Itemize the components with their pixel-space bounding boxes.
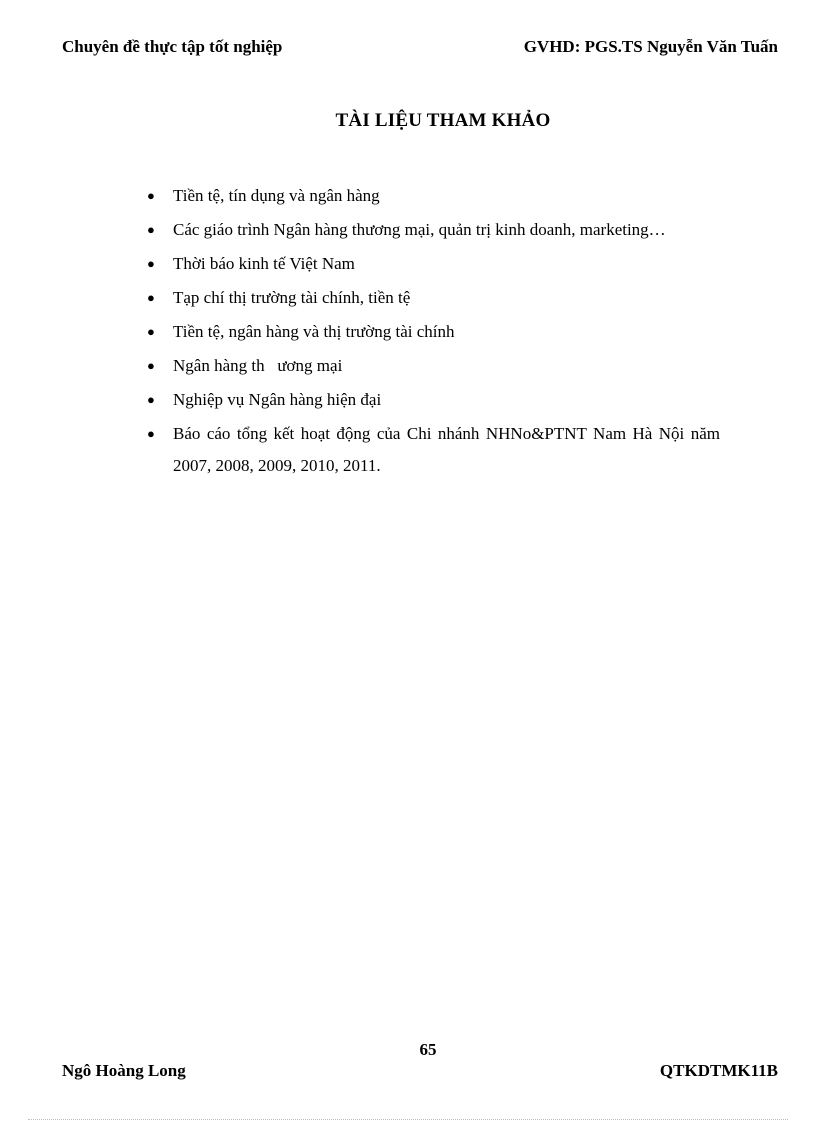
bullet-icon: ● bbox=[147, 290, 155, 305]
reference-text: Các giáo trình Ngân hàng thương mại, quản trị kinh doanh, marketing… bbox=[173, 220, 666, 239]
reference-item bbox=[145, 350, 720, 382]
reference-item bbox=[145, 180, 720, 212]
page-number: 65 bbox=[419, 1040, 437, 1059]
reference-list bbox=[145, 180, 720, 484]
bullet-icon: ● bbox=[147, 426, 155, 441]
page-title: TÀI LIỆU THAM KHẢO bbox=[335, 110, 551, 131]
footer-divider bbox=[28, 1119, 788, 1120]
reference-text: Thời báo kinh tế Việt Nam bbox=[173, 254, 355, 273]
reference-text: Nghiệp vụ Ngân hàng hiện đại bbox=[173, 390, 382, 409]
reference-text: Tiền tệ, tín dụng và ngân hàng bbox=[173, 186, 380, 205]
bullet-icon: ● bbox=[147, 188, 155, 203]
reference-item bbox=[145, 316, 720, 348]
bullet-icon: ● bbox=[147, 358, 155, 373]
bullet-icon: ● bbox=[147, 392, 155, 407]
bullet-icon: ● bbox=[147, 324, 155, 339]
reference-item bbox=[145, 384, 720, 416]
reference-text: Tiền tệ, ngân hàng và thị trường tài chính bbox=[173, 322, 455, 341]
header-document-type: Chuyên đề thực tập tốt nghiệp bbox=[62, 37, 283, 56]
reference-item bbox=[145, 214, 720, 246]
reference-text: Tạp chí thị trường tài chính, tiền tệ bbox=[173, 288, 411, 307]
footer-class-code: QTKDTMK11B bbox=[659, 1061, 778, 1080]
bullet-icon: ● bbox=[147, 256, 155, 271]
footer-author: Ngô Hoàng Long bbox=[62, 1061, 186, 1080]
header-supervisor: GVHD: PGS.TS Nguyễn Văn Tuấn bbox=[523, 37, 778, 56]
bullet-icon: ● bbox=[147, 222, 155, 237]
reference-text: Báo cáo tổng kết hoạt động của Chi nhánh NHNo&PTNT Nam Hà Nội năm 2007, 2008, 2009, 2010, 2011. bbox=[173, 424, 720, 475]
reference-item bbox=[145, 282, 720, 314]
reference-item bbox=[145, 418, 720, 482]
reference-text: Ngân hàng th ương mại bbox=[173, 356, 343, 375]
reference-item bbox=[145, 248, 720, 280]
page-header bbox=[0, 0, 816, 70]
